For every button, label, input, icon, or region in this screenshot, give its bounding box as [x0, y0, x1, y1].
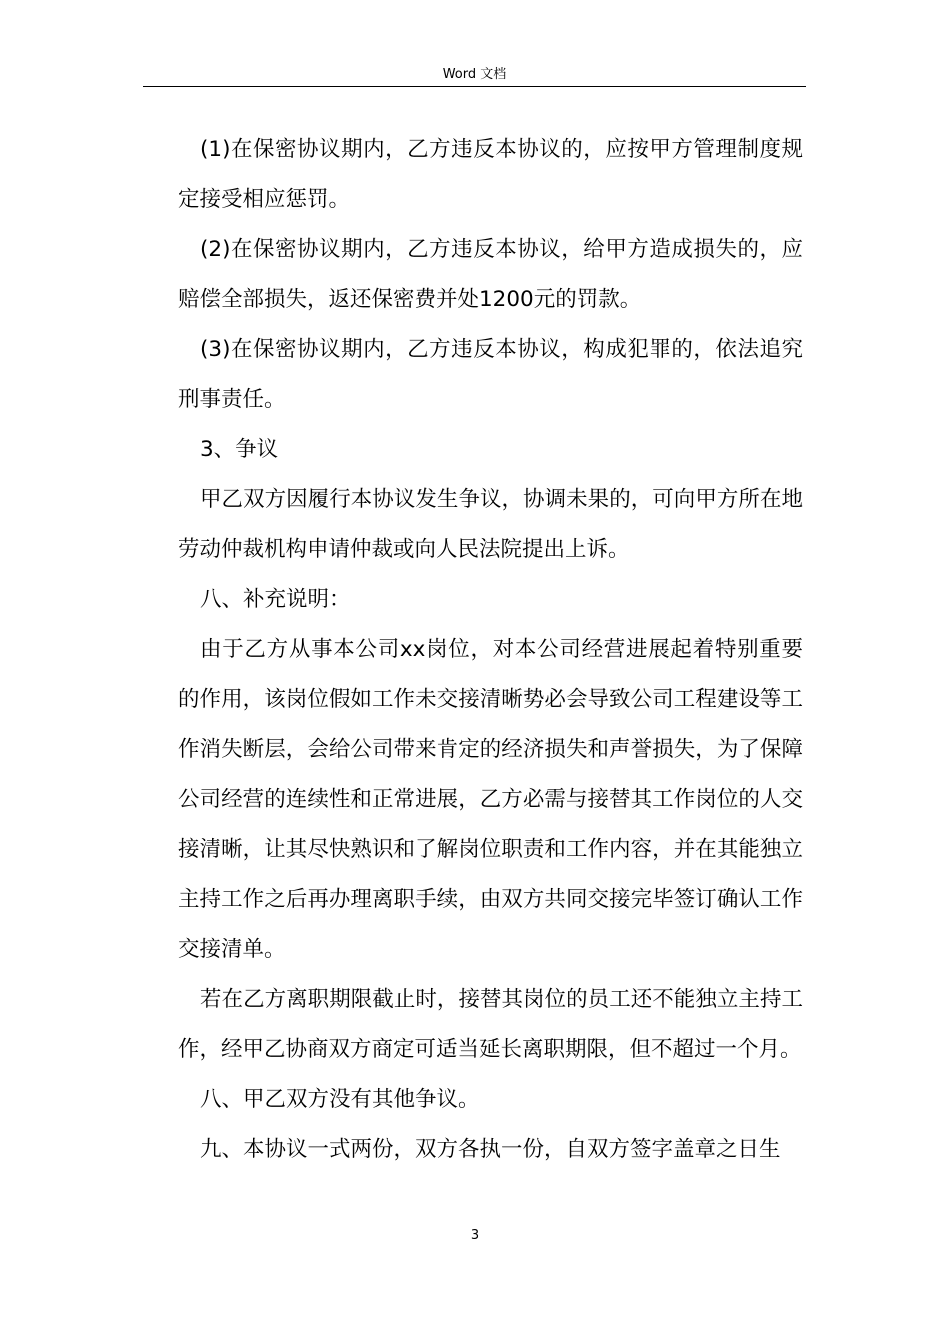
paragraph-penalty-1: (1)在保密协议期内，乙方违反本协议的，应按甲方管理制度规定接受相应惩罚。 — [178, 137, 803, 212]
paragraph-dispute: 甲乙双方因履行本协议发生争议，协调未果的，可向甲方所在地劳动仲裁机构申请仲裁或向人民法院提出上诉。 — [178, 487, 803, 562]
header-divider — [143, 86, 806, 87]
paragraph-no-other-dispute: 八、甲乙双方没有其他争议。 — [200, 1087, 480, 1112]
paragraph-extension: 若在乙方离职期限截止时，接替其岗位的员工还不能独立主持工作，经甲乙协商双方商定可适当延长离职期限，但不超过一个月。 — [178, 987, 803, 1062]
paragraph-supplement: 由于乙方从事本公司xx岗位，对本公司经营进展起着特别重要的作用，该岗位假如工作未交接清晰势必会导致公司工程建设等工作消失断层，会给公司带来肯定的经济损失和声誉损失，为了保障公司经营的连续性和正常进展，乙方必需与接替其工作岗位的人交接清晰，让其尽快熟识和了解岗位职责和工作内容，并在其能独立主持工作之后再办理离职手续，由双方共同交接完毕签订确认工作交接清单。 — [178, 637, 803, 962]
section-heading-dispute: 3、争议 — [200, 437, 279, 462]
paragraph-penalty-2: (2)在保密协议期内，乙方违反本协议，给甲方造成损失的，应赔偿全部损失，返还保密费并处1200元的罚款。 — [178, 237, 803, 312]
page-header: Word 文档 — [442, 67, 507, 82]
page-number: 3 — [470, 1228, 480, 1243]
document-body — [178, 125, 803, 1175]
paragraph-penalty-3: (3)在保密协议期内，乙方违反本协议，构成犯罪的，依法追究刑事责任。 — [178, 337, 803, 412]
section-heading-supplement: 八、补充说明： — [200, 587, 351, 612]
paragraph-copies: 九、本协议一式两份，双方各执一份，自双方签字盖章之日生 — [200, 1137, 781, 1162]
